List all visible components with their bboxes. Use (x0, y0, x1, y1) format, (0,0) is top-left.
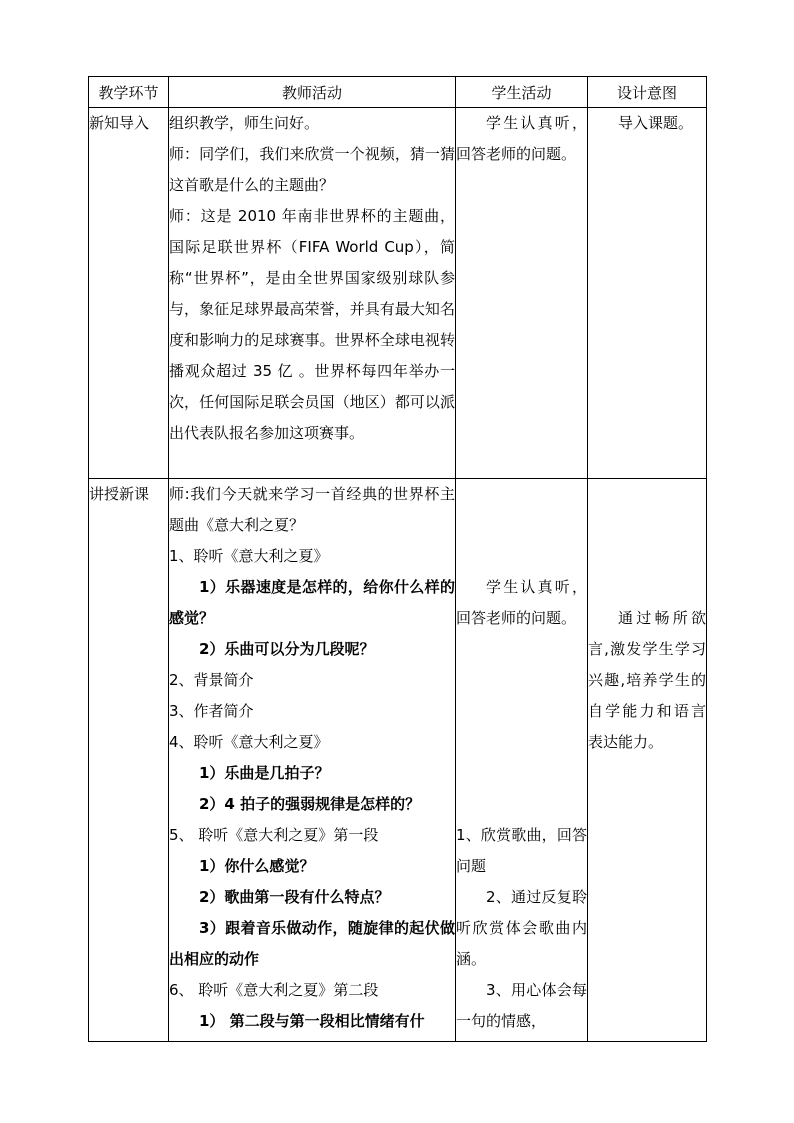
header-row (89, 77, 707, 108)
teacher-line: 师:我们今天就来学习一首经典的世界杯主题曲《意大利之夏？ (169, 485, 455, 534)
teacher-line: 师：这是 2010 年南非世界杯的主题曲，国际足联世界杯（FIFA World Cup），简称“世界杯”，是由全世界国家级别球队参与，象征足球界最高荣誉，并具有最大知名度和影响力的足球赛事。世界杯全球电视转播观众超过 35 亿 。世界杯每四年举办一次，任何国际足联会员国（地区）都可以派出代表队报名参加这项赛事。 (169, 207, 455, 442)
student-line: 学生认真听，回答老师的问题。 (456, 114, 587, 163)
header-stage: 教学环节 (89, 77, 169, 108)
teacher-question: 1） 第二段与第一段相比情绪有什 (199, 1012, 425, 1030)
student-line: 1、欣赏歌曲，回答问题 (456, 826, 587, 875)
header-student-activity: 学生活动 (456, 77, 588, 108)
header-design-intent: 设计意图 (588, 77, 707, 108)
teacher-line: 师：同学们，我们来欣赏一个视频，猜一猜这首歌是什么的主题曲？ (169, 145, 455, 194)
teacher-question: 1）乐器速度是怎样的，给你什么样的感觉？ (169, 578, 455, 627)
student-activity-cell (456, 479, 588, 1042)
teacher-line: 1、聆听《意大利之夏》 (169, 547, 329, 565)
teacher-question: 3）跟着音乐做动作，随旋律的起伏做出相应的动作 (169, 919, 455, 968)
teacher-line: 3、作者简介 (169, 702, 254, 720)
teacher-activity-cell (169, 479, 456, 1042)
table-row (89, 108, 707, 479)
teacher-line: 4、聆听《意大利之夏》 (169, 733, 329, 751)
table-row (89, 479, 707, 1042)
spacer (588, 479, 706, 603)
teacher-question: 2）歌曲第一段有什么特点？ (199, 888, 390, 906)
teacher-line: 2、背景简介 (169, 671, 254, 689)
student-activity-cell (456, 108, 588, 479)
design-intent-cell (588, 479, 707, 1042)
lesson-plan-table (88, 76, 707, 1042)
student-line: 2、通过反复聆听欣赏体会歌曲内涵。 (456, 888, 587, 968)
teacher-question: 2）乐曲可以分为几段呢？ (199, 640, 375, 658)
student-line: 3、用心体会每一句的情感， (456, 981, 587, 1030)
student-line: 学生认真听，回答老师的问题。 (456, 578, 587, 627)
teacher-line: 5、 聆听《意大利之夏》第一段 (169, 826, 379, 844)
intent-text: 通过畅所欲言,激发学生学习兴趣,培养学生的自学能力和语言表达能力。 (588, 609, 706, 751)
teacher-activity-cell (169, 108, 456, 479)
spacer (456, 634, 587, 820)
header-teacher-activity: 教师活动 (169, 77, 456, 108)
stage-cell: 新知导入 (89, 108, 169, 479)
spacer (456, 479, 587, 572)
teacher-question: 1）乐曲是几拍子？ (199, 764, 330, 782)
teacher-line: 组织教学，师生问好。 (169, 114, 320, 132)
stage-cell: 讲授新课 (89, 479, 169, 1042)
teacher-question: 1）你什么感觉？ (199, 857, 315, 875)
teacher-line: 6、 聆听《意大利之夏》第二段 (169, 981, 379, 999)
intent-text: 导入课题。 (618, 114, 694, 132)
teacher-question: 2）4 拍子的强弱规律是怎样的？ (199, 795, 421, 813)
design-intent-cell (588, 108, 707, 479)
